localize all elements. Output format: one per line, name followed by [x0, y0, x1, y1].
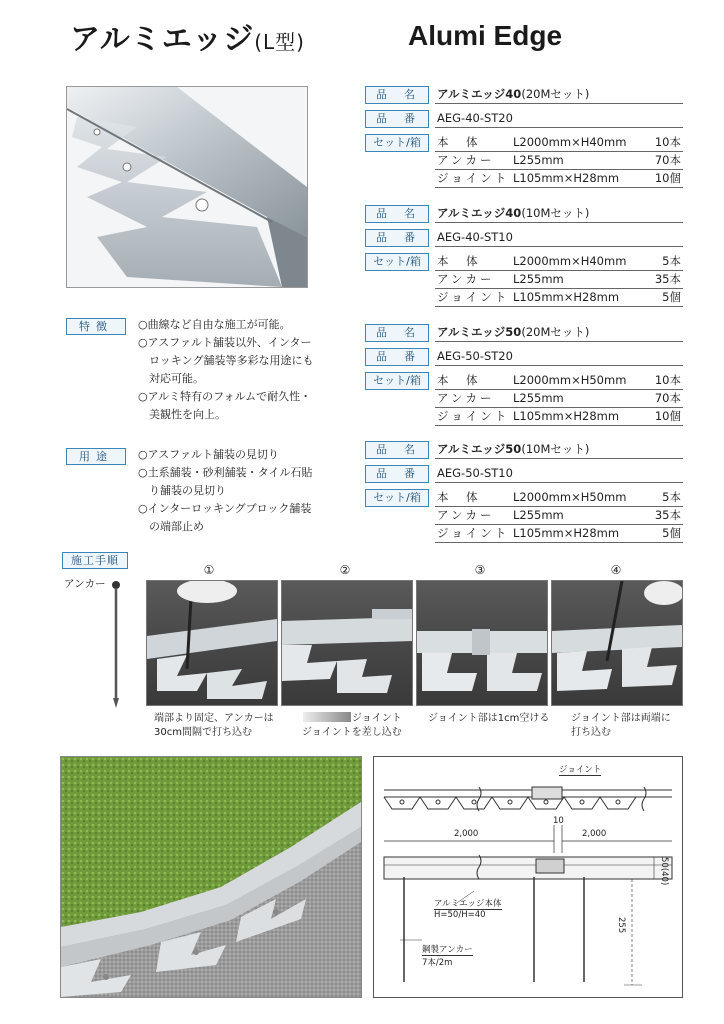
spec-label-code: 品 番 [365, 229, 429, 247]
dim-height: 50(40) [659, 857, 669, 886]
set-item: アンカー L255mm 70本 [435, 152, 683, 170]
procedure-label: 施工手順 [62, 552, 128, 569]
set-item: ジョイント L105mm×H28mm 10個 [435, 170, 683, 188]
set-item: 本 体 L2000mm×H50mm 5本 [435, 489, 683, 507]
step-photo [281, 580, 413, 706]
page-title-en: Alumi Edge [408, 20, 563, 51]
spec-block-2 [365, 205, 683, 313]
step-caption: ジョイント部は両端に 打ち込む [571, 713, 671, 738]
product-code: AEG-50-ST20 [435, 348, 683, 366]
set-item: ジョイント L105mm×H28mm 5個 [435, 525, 683, 543]
spec-label-code: 品 番 [365, 348, 429, 366]
product-code: AEG-50-ST10 [435, 465, 683, 483]
spec-label-code: 品 番 [365, 110, 429, 128]
drawing-label-body: アルミエッジ本体 H=50/H=40 [434, 899, 502, 920]
product-name: アルミエッジ40(20Mセット) [435, 86, 683, 104]
product-name: アルミエッジ50(20Mセット) [435, 324, 683, 342]
features-label: 特徴 [66, 318, 126, 335]
dim-anchor-length: 255 [616, 917, 626, 934]
set-item: 本 体 L2000mm×H40mm 10本 [435, 134, 683, 152]
set-item: ジョイント L105mm×H28mm 5個 [435, 289, 683, 307]
spec-label-set: セット/箱 [365, 253, 429, 271]
step-caption: ジョイント部は1cm空ける [428, 713, 550, 724]
product-photo [66, 86, 308, 288]
spec-block-4 [365, 441, 683, 549]
set-item: アンカー L255mm 35本 [435, 507, 683, 525]
set-contents [435, 134, 683, 188]
product-code: AEG-40-ST20 [435, 110, 683, 128]
installation-photo [60, 756, 362, 998]
product-name: アルミエッジ50(10Mセット) [435, 441, 683, 459]
drawing-label-anchor: 鋼製アンカー 7本/2m [422, 945, 473, 968]
drawing-label-joint: ジョイント [559, 765, 602, 775]
anchor-illustration [108, 580, 124, 714]
uses-text: ○アスファルト舗装の見切り ○土系舗装・砂利舗装・タイル石貼 り舗装の見切り ○インターロッキングブロック舗装 の端部止め [138, 448, 313, 533]
dim-right: 2,000 [582, 829, 607, 839]
step-photo [146, 580, 278, 706]
features-text: ○曲線など自由な施工が可能。 ○アスファルト舗装以外、インター ロッキング舗装等多彩な用途にも 対応可能。 ○アルミ特有のフォルムで耐久性・ 美観性を向上。 [138, 318, 314, 421]
spec-label-code: 品 番 [365, 465, 429, 483]
set-contents [435, 253, 683, 307]
spec-block-3 [365, 324, 683, 432]
spec-label-set: セット/箱 [365, 489, 429, 507]
page-title: アルミエッジ(L型) [70, 22, 305, 57]
product-code: AEG-40-ST10 [435, 229, 683, 247]
step-number: ④ [610, 563, 622, 577]
step-number: ① [203, 563, 215, 577]
spec-label-name: 品 名 [365, 324, 429, 342]
technical-drawing [373, 756, 683, 998]
set-contents [435, 372, 683, 426]
step-number: ③ [474, 563, 486, 577]
step-photo [416, 580, 548, 706]
dim-left: 2,000 [454, 829, 479, 839]
dim-gap: 10 [553, 816, 564, 826]
product-name: アルミエッジ40(10Mセット) [435, 205, 683, 223]
anchor-label: アンカー [64, 578, 106, 590]
spec-block-1 [365, 86, 683, 194]
step-photo [551, 580, 683, 706]
step-caption: 端部より固定、アンカーは 30cm間隔で打ち込む [154, 713, 274, 738]
set-item: 本 体 L2000mm×H40mm 5本 [435, 253, 683, 271]
spec-label-name: 品 名 [365, 205, 429, 223]
spec-label-name: 品 名 [365, 86, 429, 104]
spec-label-set: セット/箱 [365, 372, 429, 390]
set-item: ジョイント L105mm×H28mm 10個 [435, 408, 683, 426]
set-contents [435, 489, 683, 543]
step-caption: ジョイント ジョイントを差し込む [302, 713, 402, 738]
uses-label: 用途 [66, 448, 126, 465]
spec-label-set: セット/箱 [365, 134, 429, 152]
spec-label-name: 品 名 [365, 441, 429, 459]
set-item: アンカー L255mm 35本 [435, 271, 683, 289]
set-item: アンカー L255mm 70本 [435, 390, 683, 408]
step-number: ② [339, 563, 351, 577]
set-item: 本 体 L2000mm×H50mm 10本 [435, 372, 683, 390]
